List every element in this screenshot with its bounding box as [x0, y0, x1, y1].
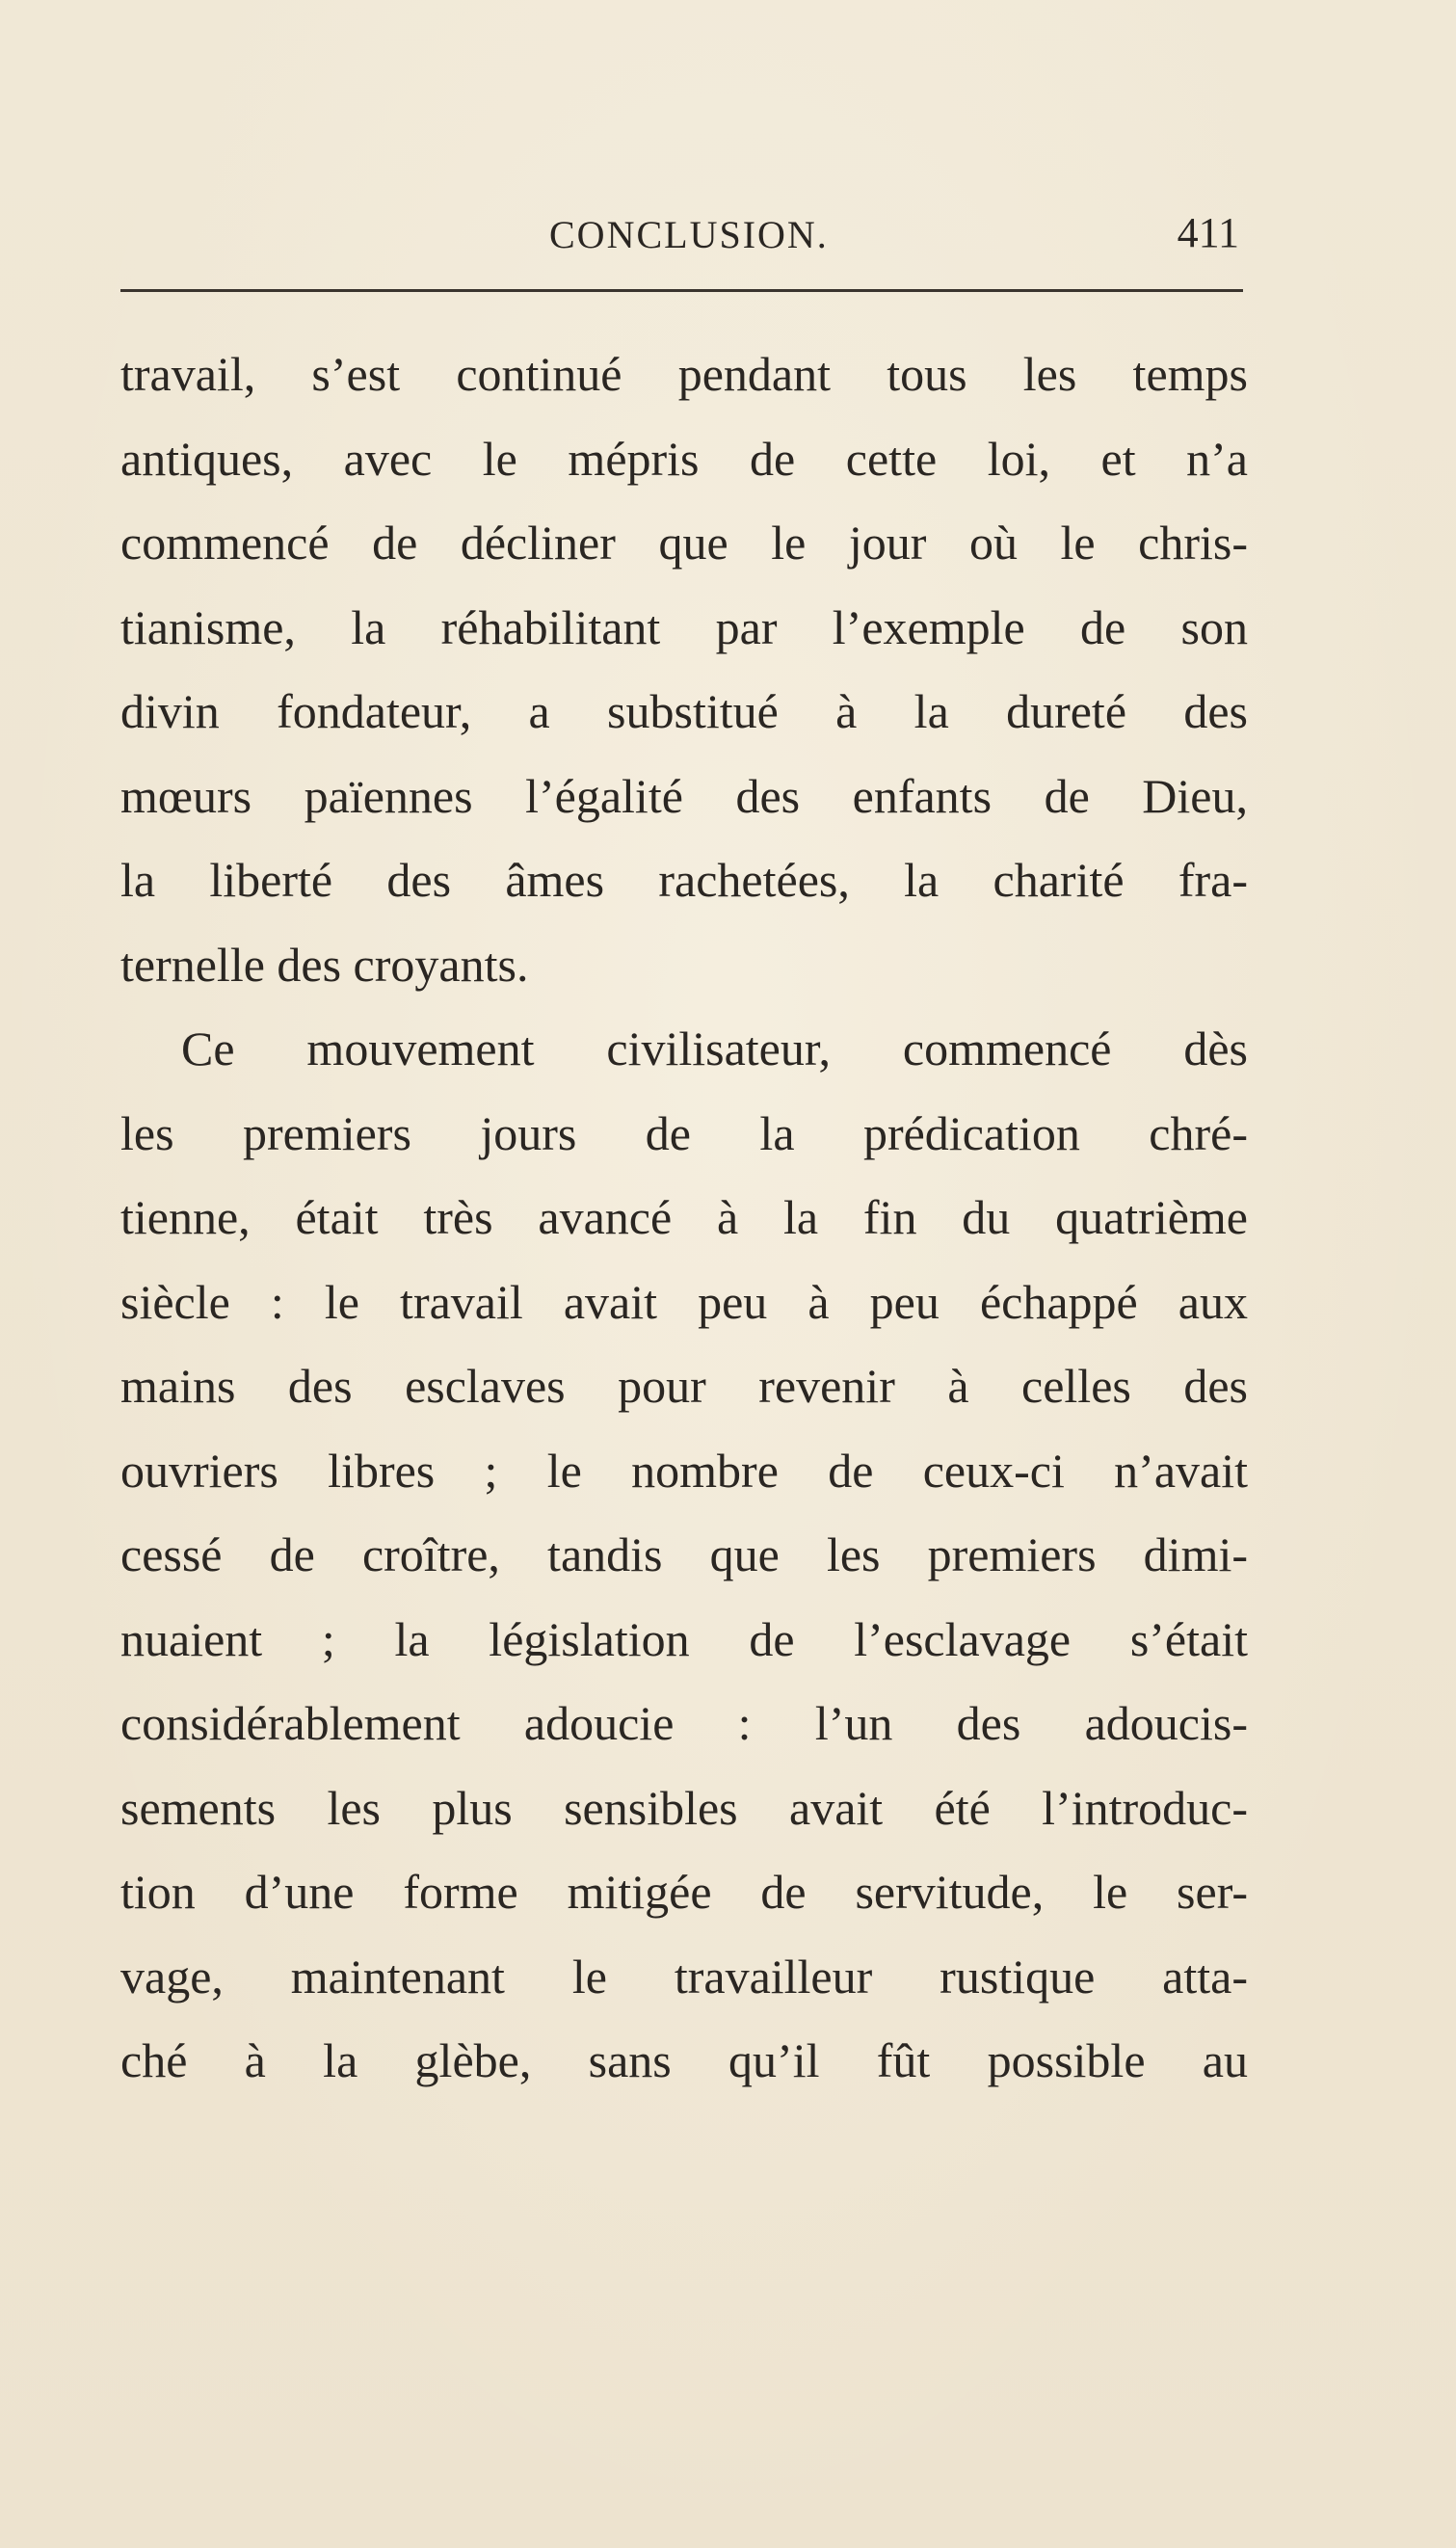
text-line: ouvriers libres ; le nombre de ceux-ci n’avait	[120, 1443, 1248, 1498]
text-line: siècle : le travail avait peu à peu échappé aux	[120, 1274, 1248, 1329]
text-line: sements les plus sensibles avait été l’introduc-	[120, 1780, 1248, 1835]
text-line: divin fondateur, a substitué à la dureté des	[120, 684, 1248, 738]
text-line: mœurs païennes l’égalité des enfants de Dieu,	[120, 768, 1248, 823]
text-line: antiques, avec le mépris de cette loi, et n’a	[120, 431, 1248, 486]
text-line: tion d’une forme mitigée de servitude, le ser-	[120, 1865, 1248, 1919]
header-rule	[120, 289, 1243, 292]
text-line: travail, s’est continué pendant tous les temps	[120, 347, 1248, 401]
text-line: la liberté des âmes rachetées, la charité fra-	[120, 853, 1248, 907]
running-head	[120, 204, 1243, 262]
text-line: tianisme, la réhabilitant par l’exemple de son	[120, 599, 1248, 654]
paragraph-end-line: ternelle des croyants.	[120, 937, 529, 992]
text-line: ché à la glèbe, sans qu’il fût possible au	[120, 2033, 1248, 2087]
text-line: tienne, était très avancé à la fin du quatrième	[120, 1190, 1248, 1244]
text-line: commencé de décliner que le jour où le chris-	[120, 516, 1248, 570]
running-title: CONCLUSION.	[549, 213, 829, 256]
text-line: vage, maintenant le travailleur rustique atta-	[120, 1949, 1248, 2004]
text-line: considérablement adoucie : l’un des adoucis-	[120, 1696, 1248, 1750]
page-number: 411	[1177, 209, 1239, 256]
body-text	[120, 332, 1248, 2104]
text-line: nuaient ; la législation de l’esclavage s’était	[120, 1611, 1248, 1666]
text-line: mains des esclaves pour revenir à celles des	[120, 1359, 1248, 1413]
paragraph-start-line: Ce mouvement civilisateur, commencé dès	[181, 1022, 1248, 1075]
text-line: les premiers jours de la prédication chré-	[120, 1105, 1248, 1160]
text-line: cessé de croître, tandis que les premiers dimi-	[120, 1527, 1248, 1581]
